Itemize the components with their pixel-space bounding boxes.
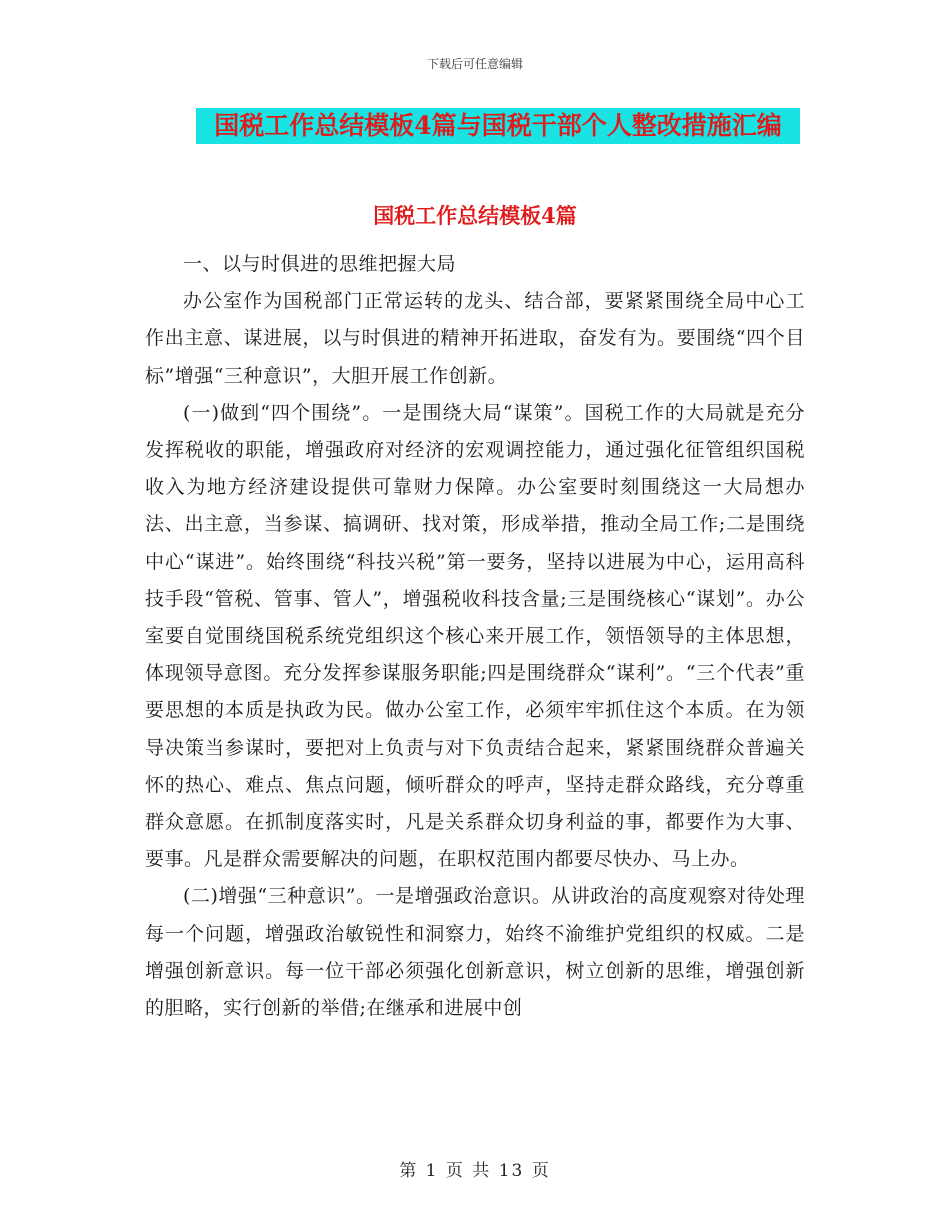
paragraph: (二)增强“三种意识”。一是增强政治意识。从讲政治的高度观察对待处理每一个问题，增强政治敏锐性和洞察力，始终不渝维护党组织的权威。二是增强创新意识。每一位干部必须强化创新意识，树立创新的思维，增强创新的胆略，实行创新的举借;在继承和进展中创 [145, 885, 805, 1020]
section-subtitle: 国税工作总结模板4篇 [373, 203, 577, 228]
document-title: 国税工作总结模板4篇与国税干部个人整改措施汇编 [214, 111, 782, 140]
page-footer: 第 1 页 共 13 页 [399, 1161, 551, 1181]
section-heading: 一、以与时俱进的思维把握大局 [183, 253, 457, 275]
document-body [145, 246, 805, 1027]
paragraph: 办公室作为国税部门正常运转的龙头、结合部，要紧紧围绕全局中心工作出主意、谋进展，以与时俱进的精神开拓进取，奋发有为。要围绕“四个目标”增强“三种意识”，大胆开展工作创新。 [145, 290, 805, 387]
paragraph: (一)做到“四个围绕”。一是围绕大局“谋策”。国税工作的大局就是充分发挥税收的职能，增强政府对经济的宏观调控能力，通过强化征管组织国税收入为地方经济建设提供可靠财力保障。办公室要时刻围绕这一大局想办法、出主意，当参谋、搞调研、找对策，形成举措，推动全局工作;二是围绕中心“谋进”。始终围绕“科技兴税”第一要务，坚持以进展为中心，运用高科技手段“管税、管事、管人”，增强税收科技含量;三是围绕核心“谋划”。办公室要自觉围绕国税系统党组织这个核心来开展工作，领悟领导的主体思想，体现领导意图。充分发挥参谋服务职能;四是围绕群众“谋利”。“三个代表”重要思想的本质是执政为民。做办公室工作，必须牢牢抓住这个本质。在为领导决策当参谋时，要把对上负责与对下负责结合起来，紧紧围绕群众普遍关怀的热心、难点、焦点问题，倾听群众的呼声，坚持走群众路线，充分尊重群众意愿。在抓制度落实时，凡是关系群众切身利益的事，都要作为大事、要事。凡是群众需要解决的问题，在职权范围内都要尽快办、马上办。 [145, 401, 805, 871]
header-note: 下载后可任意编辑 [426, 57, 523, 71]
